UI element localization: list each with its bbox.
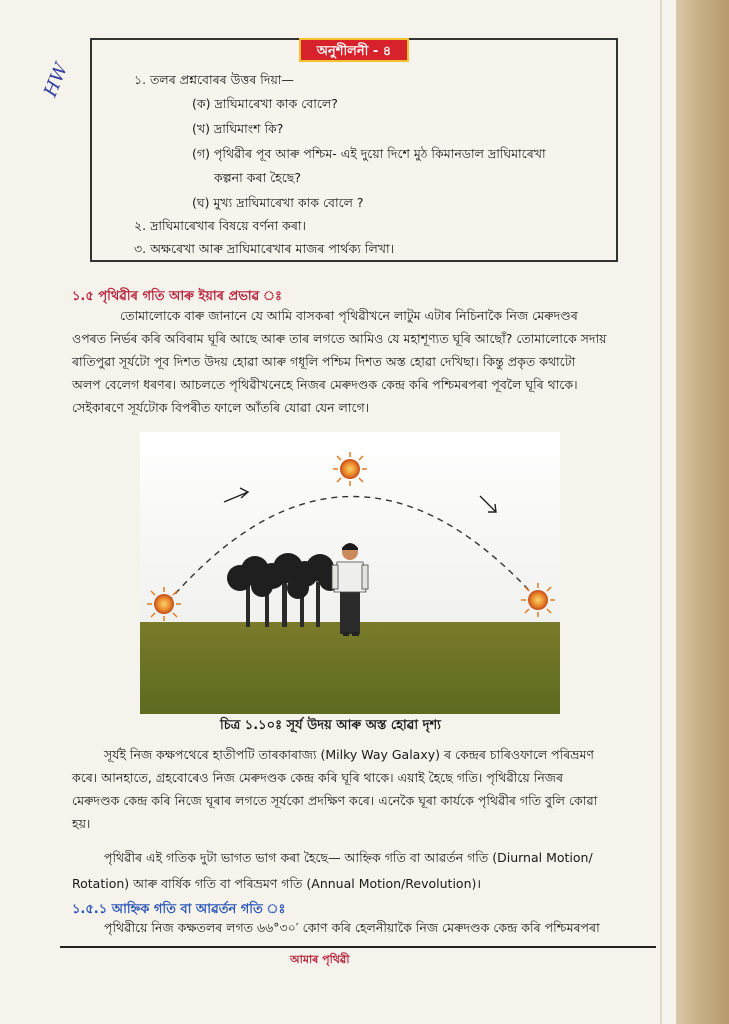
exercise-box <box>90 38 618 262</box>
handwritten-margin-note: HW <box>40 60 73 100</box>
question-1-kha: (খ) দ্ৰাঘিমাংশ কি? <box>192 121 284 136</box>
book-edge <box>676 0 729 1024</box>
question-1-ka: (ক) দ্ৰাঘিমাৰেখা কাক বোলে? <box>192 96 338 111</box>
para3-line1: পৃথিৱীৰ এই গতিক দুটা ভাগত ভাগ কৰা হৈছে— আহ্নিক গতি বা আৱৰ্তন গতি (Diurnal Motion/ <box>104 850 593 865</box>
question-2: ২. দ্ৰাঘিমাৰেখাৰ বিষয়ে বৰ্ণনা কৰা। <box>134 218 307 233</box>
para2-line2: কৰে। আনহাতে, গ্ৰহবোৰেও নিজ মেৰুদণ্ডক কেন্দ্ৰ কৰি ঘূৰি থাকে। এয়াই হৈছে গতি। পৃথিৱীয়ে নিজৰ <box>72 770 563 785</box>
para1-line3: ৰাতিপুৱা সূৰ্যটো পূব দিশত উদয় হোৱা আৰু গধূলি পশ্চিম দিশত অস্ত হোৱা দেখিছা। কিন্তু প্ৰকৃত কথাটো <box>72 354 576 369</box>
para2-line1: সূৰ্যই নিজ কক্ষপথেৰে হাতীপটি তাৰকাৰাজ্য (Milky Way Galaxy) ৰ কেন্দ্ৰৰ চাৰিওফালে পৰিভ্ৰমণ <box>104 747 594 762</box>
para3-line2: Rotation) আৰু বাৰ্ষিক গতি বা পৰিভ্ৰমণ গতি (Annual Motion/Revolution)। <box>72 876 482 891</box>
para1-line1: তোমালোকে বাৰু জানানে যে আমি বাসকৰা পৃথিৱীখনে লাটুম এটাৰ নিচিনাকৈ নিজ মেৰুদণ্ডৰ <box>120 308 578 323</box>
figure-caption: চিত্ৰ ১.১০ঃ সূৰ্য উদয় আৰু অস্ত হোৱা দৃশ্য <box>220 718 441 733</box>
exercise-badge: অনুশীলনী - ৪ <box>299 38 409 62</box>
footer-book-title: আমাৰ পৃথিৱী <box>290 953 350 966</box>
para1-line2: ওপৰত নিৰ্ভৰ কৰি অবিৰাম ঘূৰি আছে আৰু তাৰ লগতে আমিও যে মহাশূণ্যত ঘূৰি আছোঁ? তোমালোকে সদায় <box>72 331 607 346</box>
para4-line1: পৃথিৱীয়ে নিজ কক্ষতলৰ লগত ৬৬°৩০′ কোণ কৰি হেলনীয়াকৈ নিজ মেৰুদণ্ডক কেন্দ্ৰ কৰি পশ্চিমৰপৰা <box>104 920 600 935</box>
sunrise-sunset-figure <box>140 432 560 714</box>
section-heading: ১.৫ পৃথিৱীৰ গতি আৰু ইয়াৰ প্ৰভাৱ ঃ <box>72 289 282 304</box>
figure-illustration <box>140 432 560 714</box>
ground <box>140 622 560 714</box>
question-3: ৩. অক্ষৰেখা আৰু দ্ৰাঘিমাৰেখাৰ মাজৰ পাৰ্থক্য লিখা। <box>134 241 395 256</box>
para2-line3: মেৰুদণ্ডক কেন্দ্ৰ কৰি নিজে ঘূৰাৰ লগতে সূৰ্যকো প্ৰদক্ষিণ কৰে। এনেকৈ ঘূৰা কাৰ্যকে পৃথিৱীৰ গতি বুলি কোৱা <box>72 793 598 808</box>
question-1-ga-line2: কল্পনা কৰা হৈছে? <box>214 170 301 185</box>
question-1-gha: (ঘ) মুখ্য দ্ৰাঘিমাৰেখা কাক বোলে ? <box>192 195 364 210</box>
footer-rule <box>60 946 656 948</box>
question-1-intro: ১. তলৰ প্ৰশ্নবোৰৰ উত্তৰ দিয়া— <box>134 72 294 87</box>
subsection-heading: ১.৫.১ আহ্নিক গতি বা আৱৰ্তন গতি ঃ <box>72 902 286 917</box>
para2-line4: হয়। <box>72 816 91 831</box>
para1-line4: অলপ বেলেগ ধৰণৰ। আচলতে পৃথিৱীখনেহে নিজৰ মেৰুদণ্ডক কেন্দ্ৰ কৰি পশ্চিমৰপৰা পূবলৈ ঘূৰি থাকে। <box>72 377 578 392</box>
page-gutter <box>660 0 662 1024</box>
question-1-ga-line1: (গ) পৃথিৱীৰ পূব আৰু পশ্চিম- এই দুয়ো দিশে মুঠ কিমানডাল দ্ৰাঘিমাৰেখা <box>192 146 546 161</box>
para1-line5: সেইকাৰণে সূৰ্যটোক বিপৰীত ফালে আঁতৰি যোৱা যেন লাগে। <box>72 400 370 415</box>
